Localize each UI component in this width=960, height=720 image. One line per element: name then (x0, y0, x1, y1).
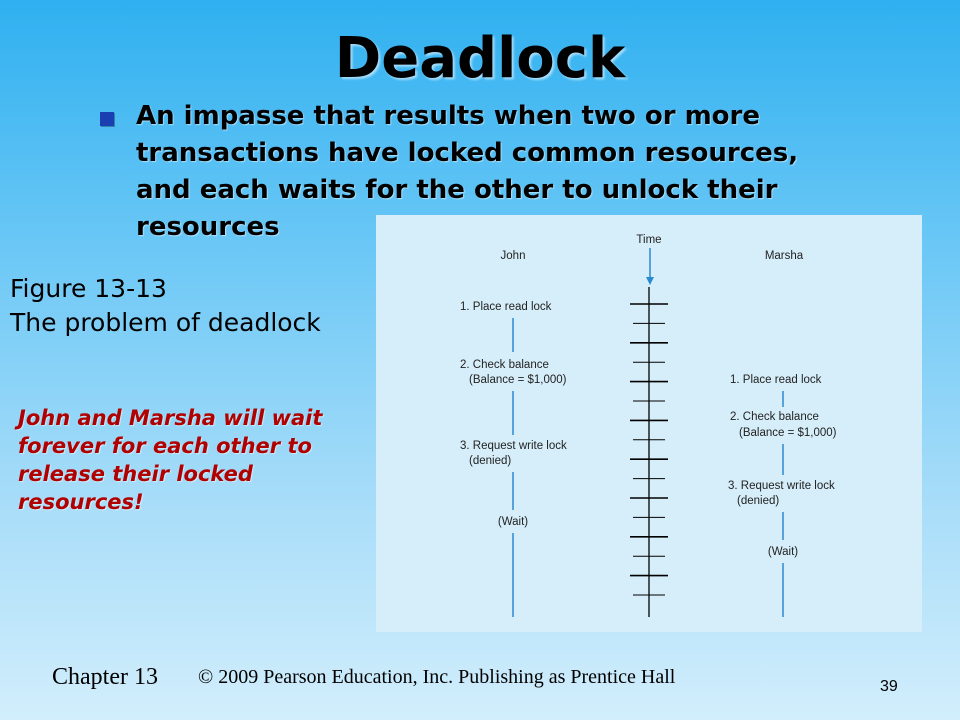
figure-caption (10, 272, 321, 340)
footer-chapter: Chapter 13 (52, 664, 158, 690)
marsha-wait: (Wait) (767, 546, 799, 558)
marsha-step-3-detail: (denied) (737, 495, 780, 507)
marsha-step-2-detail: (Balance = $1,000) (739, 427, 837, 439)
slide-title: Deadlock (334, 26, 626, 91)
time-arrow-head (646, 277, 654, 285)
marsha-step-2: 2. Check balance (730, 411, 819, 423)
page-number: 39 (880, 678, 898, 695)
john-step-1: 1. Place read lock (460, 301, 552, 313)
john-step-2: 2. Check balance (460, 359, 549, 371)
time-label: Time (636, 234, 662, 246)
john-step-3-detail: (denied) (469, 455, 512, 467)
deadlock-figure (376, 215, 922, 632)
deadlock-diagram (376, 215, 922, 632)
footer-copyright: © 2009 Pearson Education, Inc. Publishing as Prentice Hall (198, 666, 676, 688)
square-bullet-icon (100, 112, 114, 126)
marsha-header: Marsha (764, 250, 804, 262)
figure-number: Figure 13-13 (10, 274, 167, 303)
marsha-step-1: 1. Place read lock (730, 374, 822, 386)
marsha-step-3: 3. Request write lock (728, 480, 835, 492)
john-header: John (500, 250, 526, 262)
john-step-2-detail: (Balance = $1,000) (469, 374, 567, 386)
deadlock-note: John and Marsha will wait forever for each other to release their locked resources! (18, 406, 323, 514)
john-wait: (Wait) (497, 516, 529, 528)
time-axis (630, 287, 668, 617)
john-step-3: 3. Request write lock (460, 440, 567, 452)
figure-description: The problem of deadlock (10, 308, 321, 337)
bullet-text: An impasse that results when two or more transactions have locked common resources, and each waits for the other to unlock their resources (136, 101, 799, 242)
